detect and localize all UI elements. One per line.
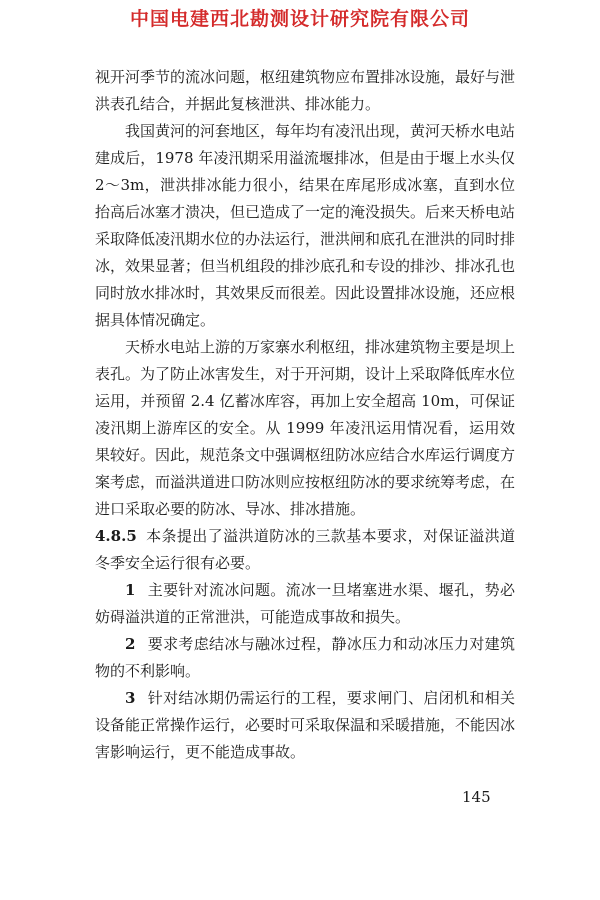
paragraph-wanjiazhai: 天桥水电站上游的万家寨水利枢纽，排冰建筑物主要是坝上表孔。为了防止冰害发生，对于开河期，设计上采取降低库水位运用，并预留 2.4 亿蓄冰库容，再加上安全超高 10m，可保证凌汛期上游库区的安全。从 1999 年凌汛运用情况看，运用效果较好。因此，规范条文中强调枢纽防冰应结合水库运行调度方案考虑，而溢洪道进口防冰则应按枢纽防冰的要求统筹考虑，在进口采取必要的防冰、导冰、排冰措施。: [95, 338, 516, 518]
item-number: 2: [125, 635, 136, 653]
section-number: 4.8.5: [95, 527, 137, 545]
list-item: [95, 577, 515, 631]
item-number: 1: [125, 581, 136, 599]
document-body: [95, 64, 515, 766]
paragraph-huanghe: 我国黄河的河套地区，每年均有凌汛出现，黄河天桥水电站建成后，1978 年凌汛期采用溢流堰排冰，但是由于堰上水头仅 2～3m，泄洪排冰能力很小，结果在库尾形成冰塞，直到水位抬高后冰塞才溃决，但已造成了一定的淹没损失。后来天桥电站采取降低凌汛期水位的办法运行，泄洪闸和底孔在泄洪的同时排冰，效果显著；但当机组段的排沙底孔和专设的排沙、排冰孔也同时放水排冰时，其效果反而很差。因此设置排冰设施，还应根据具体情况确定。: [95, 122, 516, 329]
item-text: 主要针对流冰问题。流冰一旦堵塞进水渠、堰孔，势必妨碍溢洪道的正常泄洪，可能造成事故和损失。: [95, 581, 515, 626]
item-text: 针对结冰期仍需运行的工程，要求闸门、启闭机和相关设备能正常操作运行，必要时可采取保温和采暖措施，不能因冰害影响运行，更不能造成事故。: [95, 689, 516, 761]
list-item: [95, 685, 515, 766]
page-number: 145: [462, 788, 491, 806]
item-number: 3: [125, 689, 136, 707]
section-4-8-5: [95, 523, 515, 577]
list-item: [95, 631, 515, 685]
item-text: 要求考虑结冰与融冰过程，静冰压力和动冰压力对建筑物的不利影响。: [95, 635, 515, 680]
paragraph-continuation: 视开河季节的流冰问题，枢纽建筑物应布置排冰设施，最好与泄洪表孔结合，并据此复核泄洪、排冰能力。: [95, 68, 516, 113]
section-text: 本条提出了溢洪道防冰的三款基本要求，对保证溢洪道冬季安全运行很有必要。: [95, 527, 515, 572]
header-title: 中国电建西北勘测设计研究院有限公司: [129, 8, 470, 30]
